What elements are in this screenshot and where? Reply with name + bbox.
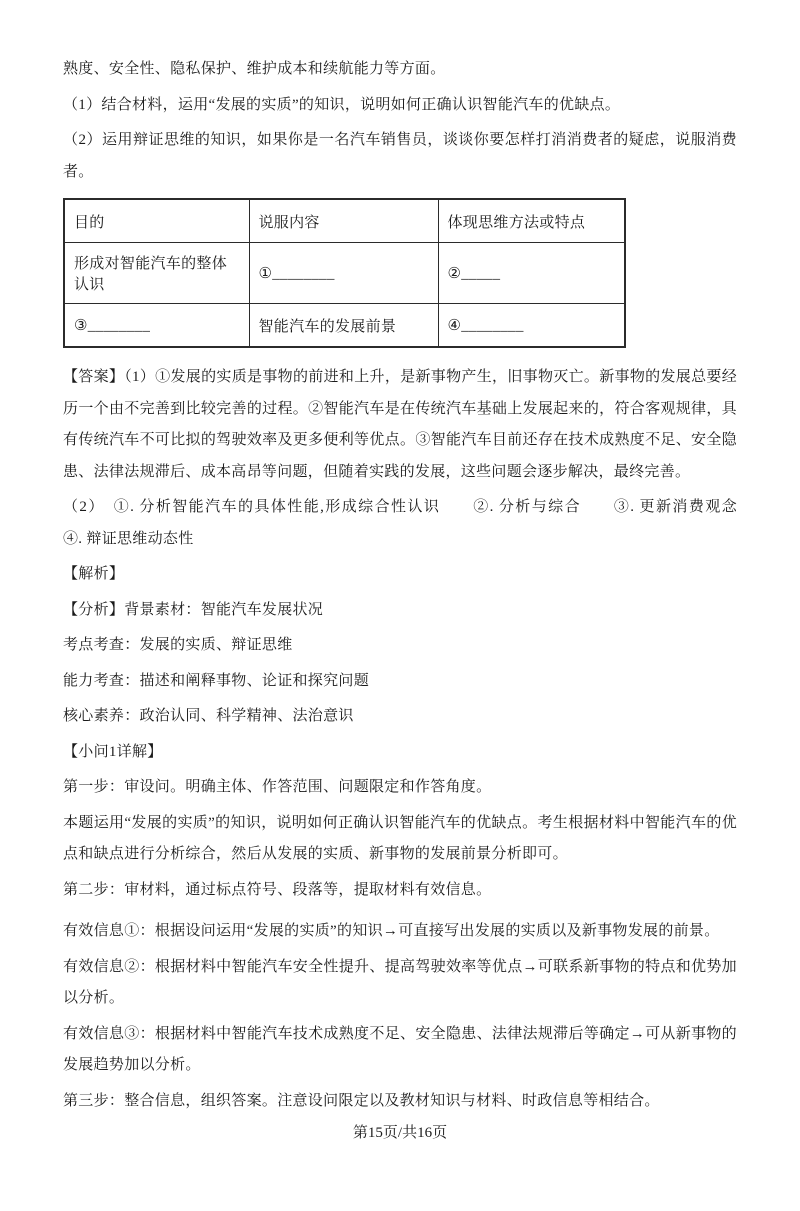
table-cell: 智能汽车的发展前景 [249, 304, 438, 348]
background-material-line: 【分析】背景素材：智能汽车发展状况 [63, 601, 324, 618]
answer-part1: 【答案】（1）①发展的实质是事物的前进和上升，是新事物产生，旧事物灭亡。新事物的发展总要经历一个由不完善到比较完善的过程。②智能汽车是在传统汽车基础上发展起来的，符合客观规律，具有传统汽车不可比拟的驾驶效率及更多便利等优点。③智能汽车目前还存在技术成熟度不足、安全隐患、法律法规滞后、成本高昂等问题，但随着实践的发展，这些问题会逐步解决，最终完善。 [63, 369, 737, 480]
info3-line: 有效信息③：根据材料中智能汽车技术成熟度不足、安全隐患、法律法规滞后等确定→可从新事物的发展趋势加以分析。 [63, 1025, 737, 1073]
info2-line: 有效信息②：根据材料中智能汽车安全性提升、提高驾驶效率等优点→可联系新事物的特点和优势加以分析。 [63, 958, 737, 1006]
analysis-heading: 【解析】 [63, 566, 125, 582]
step1-body: 本题运用“发展的实质”的知识，说明如何正确认识智能汽车的优缺点。考生根据材料中智能汽车的优点和缺点进行分析综合，然后从发展的实质、新事物的发展前景分析即可。 [63, 814, 737, 862]
step3-line: 第三步：整合信息，组织答案。注意设问限定以及教材知识与材料、时政信息等相结合。 [63, 1092, 660, 1109]
info1-line: 有效信息①：根据设问运用“发展的实质”的知识→可直接写出发展的实质以及新事物发展的前景。 [63, 923, 720, 939]
table-row [64, 243, 625, 304]
question-1: （1）结合材料，运用“发展的实质”的知识，说明如何正确认识智能汽车的优缺点。 [63, 96, 621, 113]
table-cell: 形成对智能汽车的整体认识 [64, 243, 249, 304]
table-header-content: 说服内容 [249, 199, 438, 243]
paragraph-material-tail: 熟度、安全性、隐私保护、维护成本和续航能力等方面。 [63, 61, 446, 77]
table-header-method: 体现思维方法或特点 [438, 199, 625, 243]
table-row [64, 304, 625, 348]
subquestion1-heading: 【小问1详解】 [63, 743, 163, 760]
table-header-purpose: 目的 [64, 199, 249, 243]
step1-line: 第一步：审设问。明确主体、作答范围、问题限定和作答角度。 [63, 779, 492, 795]
table-cell-blank-3: ③________ [64, 304, 249, 348]
step2-line: 第二步：审材料，通过标点符号、段落等，提取材料有效信息。 [63, 881, 492, 898]
table-cell-blank-2: ②_____ [438, 243, 625, 304]
exam-point-line: 考点考查：发展的实质、辩证思维 [63, 637, 293, 653]
page-number: 第15页/共16页 [352, 1125, 448, 1141]
answer-part2: （2） ①. 分析智能汽车的具体性能,形成综合性认识 ②. 分析与综合 ③. 更新消费观念 ④. 辩证思维动态性 [63, 499, 768, 547]
ability-line: 能力考查：描述和阐释事物、论证和探究问题 [63, 672, 370, 689]
core-literacy-line: 核心素养：政治认同、科学精神、法治意识 [63, 708, 354, 724]
question-2: （2）运用辩证思维的知识，如果你是一名汽车销售员，谈谈你要怎样打消消费者的疑虑，说服消费者。 [63, 132, 737, 180]
table-cell-blank-4: ④________ [438, 304, 625, 348]
persuasion-table [63, 198, 626, 348]
table-header-row [64, 199, 625, 243]
table-cell-blank-1: ①________ [249, 243, 438, 304]
